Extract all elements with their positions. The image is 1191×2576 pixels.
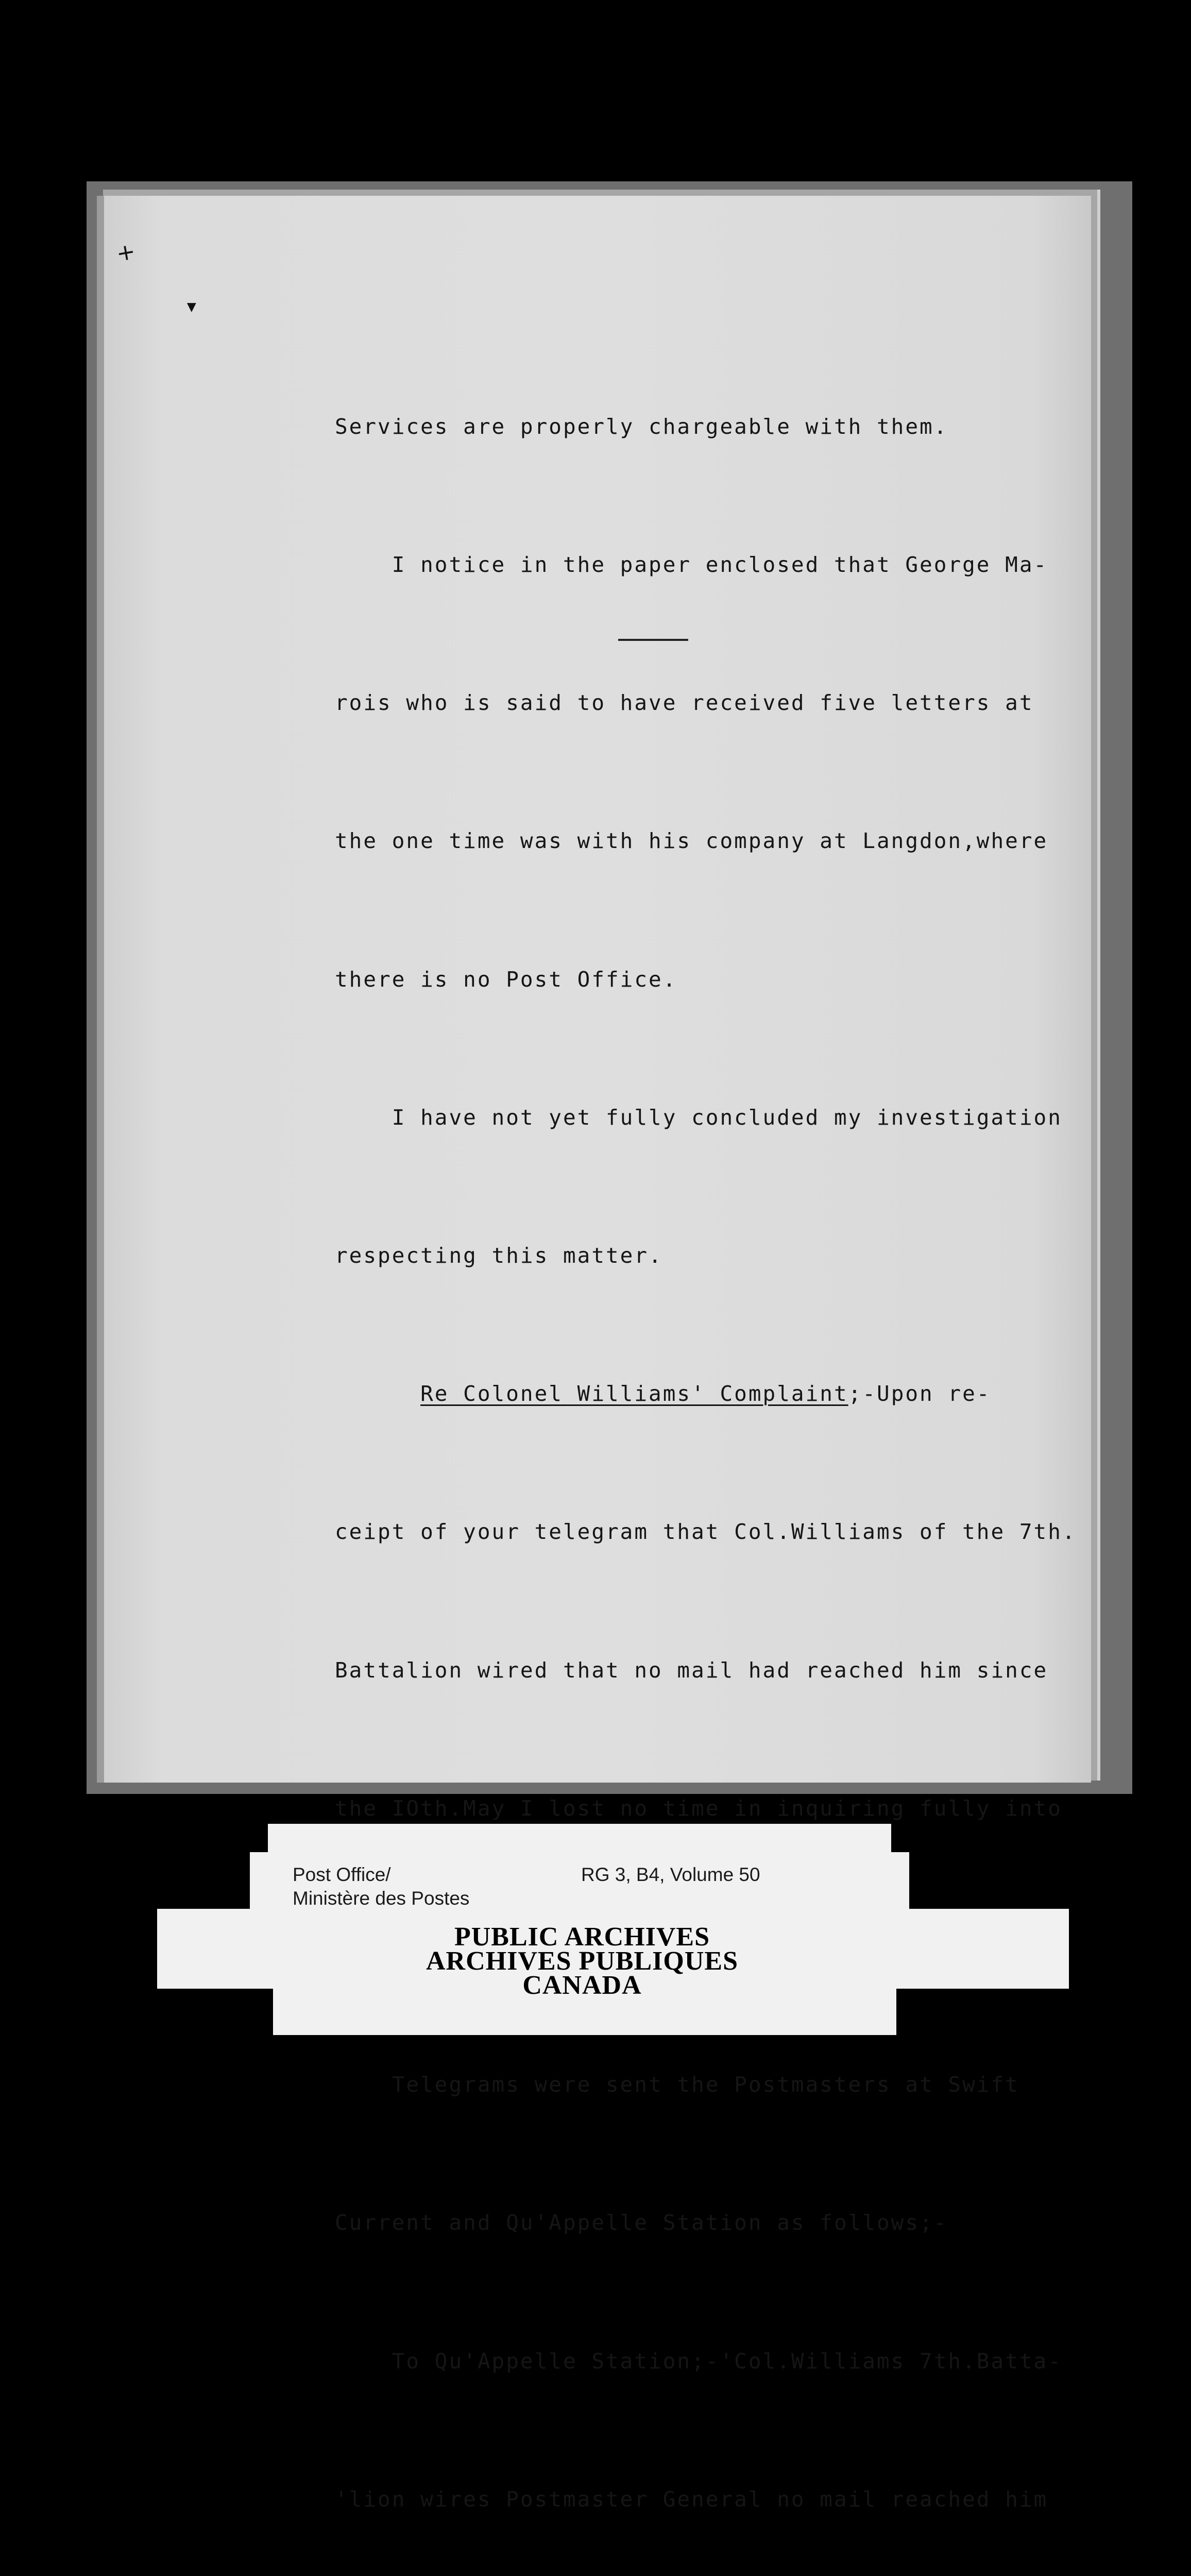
archive-name-fr: ARCHIVES PUBLIQUES: [426, 1946, 739, 1976]
text-line: I notice in the paper enclosed that George Ma-: [335, 552, 1048, 578]
section-divider: [618, 639, 688, 641]
heading-line: [335, 1371, 1071, 1417]
letter-text: [335, 312, 1077, 2576]
text-line: Battalion wired that no mail had reached him since: [335, 1657, 1048, 1683]
label-notch: [157, 1852, 250, 1909]
heading-continuation: ;-Upon re-: [848, 1381, 991, 1406]
text-line: 'lion wires Postmaster General no mail reached him: [335, 2486, 1048, 2512]
text-line: I have not yet fully concluded my investigation: [335, 1105, 1062, 1130]
text-line: ceipt of your telegram that Col.Williams of the 7th.: [335, 1519, 1077, 1545]
text-line: the one time was with his company at Langdon,where: [335, 828, 1048, 854]
label-notch: [909, 1852, 1069, 1909]
section-heading: Re Colonel Williams' Complaint: [420, 1381, 848, 1406]
reference-number: RG 3, B4, Volume 50: [581, 1864, 760, 1885]
pencil-mark: ✕: [113, 236, 141, 268]
department-label: [293, 1863, 469, 1910]
text-line: rois who is said to have received five letters at: [335, 690, 1034, 716]
department-line: Post Office/: [293, 1864, 391, 1885]
text-line: there is no Post Office.: [335, 967, 677, 992]
text-line: respecting this matter.: [335, 1243, 663, 1268]
text-line: the IOth.May I lost no time in inquiring fully into: [335, 1795, 1062, 1821]
text-line: To Qu'Appelle Station;-'Col.Williams 7th.Batta-: [335, 2348, 1062, 2374]
ink-mark: ▾: [184, 292, 199, 319]
text-line: Current and Qu'Appelle Station as follows;-: [335, 2210, 948, 2235]
text-line: Telegrams were sent the Postmasters at Swift: [335, 2072, 1019, 2097]
text-line: Services are properly chargeable with them.: [335, 414, 948, 439]
archive-name-en: PUBLIC ARCHIVES: [454, 1922, 710, 1952]
archive-country: CANADA: [522, 1971, 642, 2000]
department-line: Ministère des Postes: [293, 1888, 470, 1909]
